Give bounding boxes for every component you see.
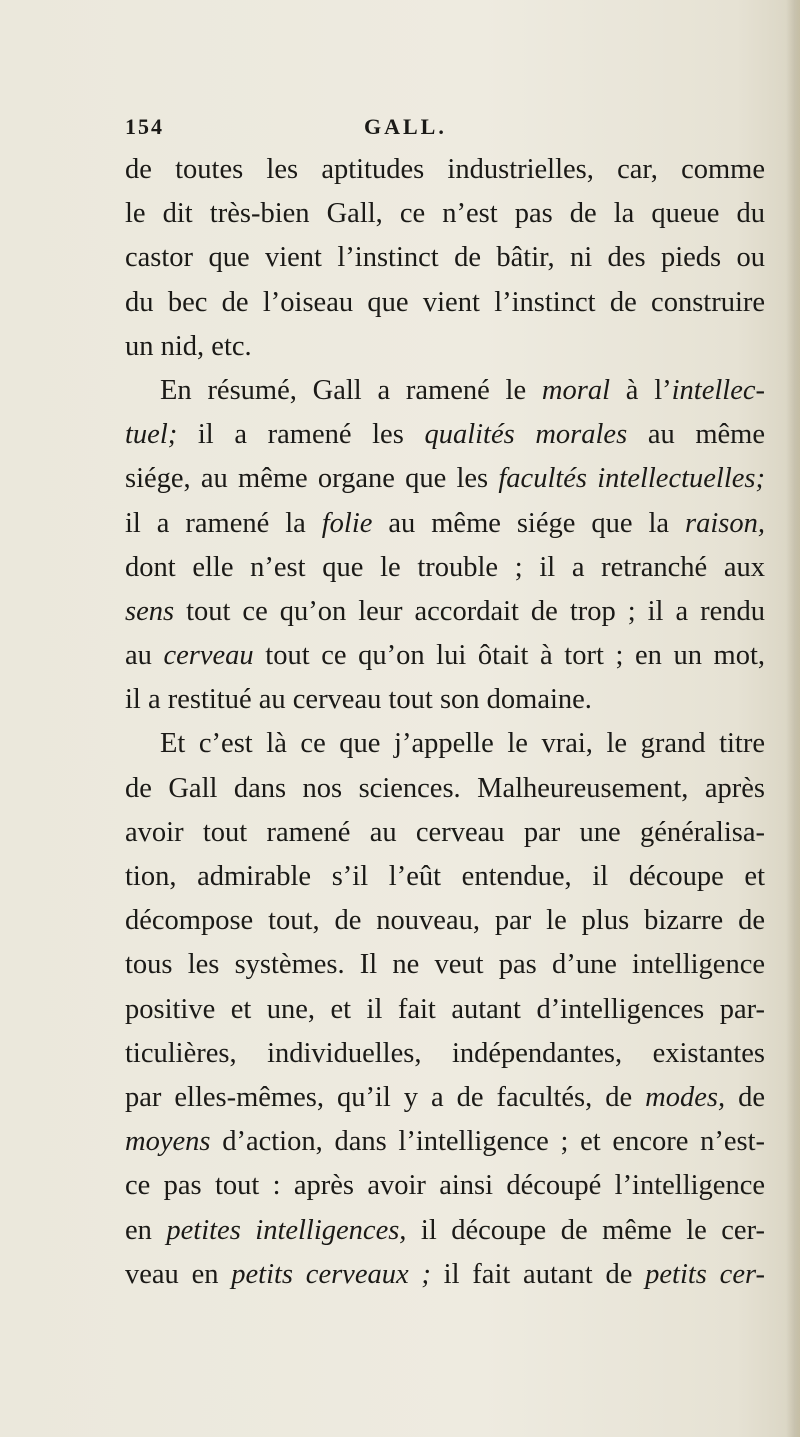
text-line [125, 1253, 765, 1297]
text-segment: décompose tout, de nouveau, par le plus bizarre de [125, 905, 765, 937]
text-line [125, 457, 765, 501]
text-line [125, 590, 765, 634]
text-segment: tout ce qu’on lui ôtait à tort ; en un mot, [253, 640, 765, 672]
text-segment: à l’ [610, 374, 672, 406]
text-segment: il a ramené les [177, 419, 425, 451]
text-segment: au [125, 640, 164, 672]
italic-text: moral [541, 374, 610, 406]
text-segment: tous les systèmes. Il ne veut pas d’une intelligence [125, 949, 765, 981]
text-segment: par elles-mêmes, qu’il y a de facultés, de [125, 1081, 646, 1113]
text-segment: En résumé, Gall a ramené le [160, 374, 542, 406]
text-line [125, 943, 765, 987]
text-segment: positive et une, et il fait autant d’intelligences par- [125, 993, 765, 1025]
text-line [125, 988, 765, 1032]
text-line [125, 1076, 765, 1120]
text-line [125, 678, 765, 722]
text-line [125, 634, 765, 678]
text-segment: castor que vient l’instinct de bâtir, ni des pieds ou [125, 242, 765, 274]
text-line [125, 325, 765, 369]
page-number: 154 [125, 114, 164, 139]
text-line [125, 722, 765, 766]
text-segment: du bec de l’oiseau que vient l’instinct de construire [125, 286, 765, 318]
text-segment: il découpe de même le cer- [406, 1214, 765, 1246]
italic-text: raison, [685, 507, 765, 539]
text-segment: de [725, 1081, 765, 1113]
text-line [125, 767, 765, 811]
text-segment: ce pas tout : après avoir ainsi découpé l’intelligence [125, 1170, 765, 1202]
text-segment: un nid, etc. [125, 330, 252, 362]
text-segment: de toutes les aptitudes industrielles, car, comme [125, 154, 765, 185]
text-line [125, 148, 765, 192]
text-line [125, 1209, 765, 1253]
italic-text: tuel; [125, 419, 178, 451]
text-segment: au même siége que la [372, 507, 686, 539]
italic-text: facultés intellectuelles; [498, 463, 765, 495]
text-segment: siége, au même organe que les [125, 463, 499, 495]
italic-text: folie [321, 507, 373, 539]
text-segment: d’action, dans l’intelligence ; et encore n’est- [210, 1126, 765, 1158]
text-segment: en [125, 1214, 167, 1246]
text-segment: tout ce qu’on leur accordait de trop ; il a rendu [174, 595, 765, 627]
italic-text: qualités morales [424, 419, 628, 451]
italic-text: sens [125, 595, 175, 627]
italic-text: cerveau [163, 640, 254, 672]
text-line [125, 281, 765, 325]
text-line [125, 369, 765, 413]
text-segment: Et c’est là ce que j’appelle le vrai, le grand titre [160, 728, 765, 760]
italic-text: petites intelligences, [166, 1214, 407, 1246]
text-segment: il fait autant de [430, 1258, 646, 1290]
text-segment: ticulières, individuelles, indépendantes, existantes [125, 1037, 765, 1069]
text-segment: tion, admirable s’il l’eût entendue, il découpe et [125, 861, 765, 892]
italic-text: modes, [645, 1081, 726, 1113]
italic-text: moyens [125, 1126, 211, 1158]
body-text [125, 148, 765, 1297]
text-line [125, 811, 765, 855]
text-line [125, 236, 765, 280]
text-segment: de Gall dans nos sciences. Malheureusement, après [125, 772, 765, 804]
text-segment: veau en [125, 1258, 232, 1290]
text-segment: il a restitué au cerveau tout son domaine. [125, 684, 592, 716]
text-line [125, 413, 765, 457]
italic-text: intellec- [671, 374, 765, 406]
text-line [125, 1164, 765, 1208]
running-head [125, 114, 745, 144]
text-segment: au même [627, 419, 765, 451]
text-line [125, 192, 765, 236]
text-line [125, 899, 765, 943]
text-line [125, 502, 765, 546]
text-line [125, 855, 765, 899]
italic-text: petits cerveaux ; [231, 1258, 431, 1290]
text-segment: il a ramené la [125, 507, 322, 539]
text-line [125, 546, 765, 590]
text-line [125, 1120, 765, 1164]
page-edge-shadow [786, 0, 800, 1437]
text-segment: dont elle n’est que le trouble ; il a retranché aux [125, 551, 765, 583]
text-segment: le dit très-bien Gall, ce n’est pas de la queue du [125, 198, 765, 230]
text-segment: avoir tout ramené au cerveau par une généralisa- [125, 816, 765, 848]
italic-text: petits cer- [645, 1258, 765, 1290]
running-title: GALL. [364, 114, 447, 139]
text-line [125, 1032, 765, 1076]
